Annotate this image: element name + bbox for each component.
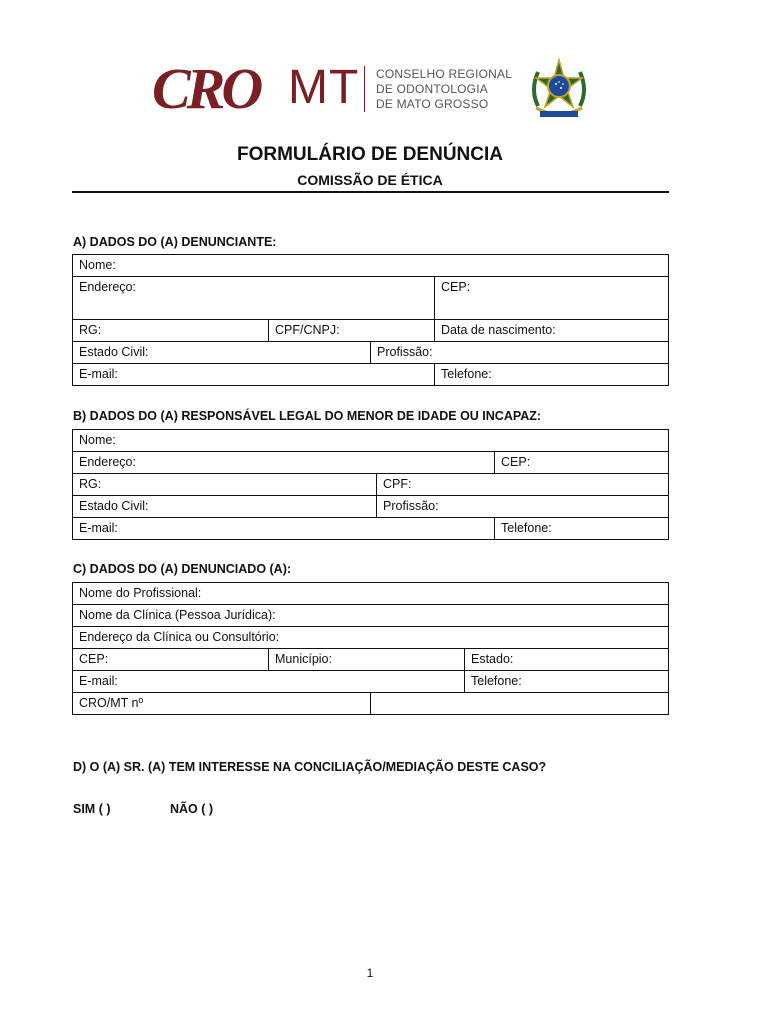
denunciante-telefone-field[interactable]: Telefone:	[435, 364, 669, 386]
table-row	[73, 496, 669, 518]
table-row	[73, 277, 669, 320]
denunciante-cep-field[interactable]: CEP:	[435, 277, 669, 320]
mt-logo-text: MT	[288, 61, 360, 114]
table-row	[73, 605, 669, 627]
title-rule	[72, 191, 669, 193]
logo-divider	[364, 66, 365, 112]
council-name	[376, 67, 512, 112]
page-title: FORMULÁRIO DE DENÚNCIA	[237, 144, 503, 165]
table-row	[73, 671, 669, 693]
denunciado-municipio-field[interactable]: Município:	[269, 649, 465, 671]
table-row	[73, 474, 669, 496]
cro-logo: CRO	[152, 56, 260, 121]
denunciante-email-field[interactable]: E-mail:	[73, 364, 435, 386]
section-a-table	[72, 254, 669, 386]
table-row	[73, 518, 669, 540]
table-row	[73, 693, 669, 715]
denunciado-email-field[interactable]: E-mail:	[73, 671, 465, 693]
table-row	[73, 430, 669, 452]
denunciado-telefone-field[interactable]: Telefone:	[465, 671, 669, 693]
denunciado-nome-profissional-field[interactable]: Nome do Profissional:	[73, 583, 669, 605]
section-c-heading: C) DADOS DO (A) DENUNCIADO (A):	[73, 562, 292, 576]
section-b-heading: B) DADOS DO (A) RESPONSÁVEL LEGAL DO MENOR DE IDADE OU INCAPAZ:	[73, 409, 542, 423]
answer-nao-option[interactable]: NÃO ( )	[170, 802, 214, 816]
denunciado-estado-field[interactable]: Estado:	[465, 649, 669, 671]
page-subtitle: COMISSÃO DE ÉTICA	[297, 172, 443, 188]
responsavel-cpf-field[interactable]: CPF:	[377, 474, 669, 496]
responsavel-cep-field[interactable]: CEP:	[495, 452, 669, 474]
responsavel-nome-field[interactable]: Nome:	[73, 430, 669, 452]
denunciado-endereco-clinica-field[interactable]: Endereço da Clínica ou Consultório:	[73, 627, 669, 649]
section-d-question: D) O (A) SR. (A) TEM INTERESSE NA CONCILIAÇÃO/MEDIAÇÃO DESTE CASO?	[73, 760, 547, 774]
section-a-heading: A) DADOS DO (A) DENUNCIANTE:	[73, 235, 277, 249]
section-c-table	[72, 582, 669, 715]
responsavel-telefone-field[interactable]: Telefone:	[495, 518, 669, 540]
section-b-table	[72, 429, 669, 540]
denunciado-cro-mt-field[interactable]	[371, 693, 669, 715]
denunciante-cpf-cnpj-field[interactable]: CPF/CNPJ:	[269, 320, 435, 342]
answer-sim-option[interactable]: SIM ( )	[73, 802, 111, 816]
table-row	[73, 583, 669, 605]
table-row	[73, 342, 669, 364]
table-row	[73, 255, 669, 277]
responsavel-profissao-field[interactable]: Profissão:	[377, 496, 669, 518]
brazil-coat-of-arms-icon	[526, 56, 592, 122]
seal-globe	[548, 75, 570, 97]
responsavel-estado-civil-field[interactable]: Estado Civil:	[73, 496, 377, 518]
table-row	[73, 627, 669, 649]
denunciado-nome-clinica-field[interactable]: Nome da Clínica (Pessoa Jurídica):	[73, 605, 669, 627]
responsavel-email-field[interactable]: E-mail:	[73, 518, 495, 540]
table-row	[73, 452, 669, 474]
denunciado-cro-mt-label: CRO/MT nº	[73, 693, 371, 715]
page-number: 1	[366, 966, 374, 980]
denunciado-cep-field[interactable]: CEP:	[73, 649, 269, 671]
responsavel-endereco-field[interactable]: Endereço:	[73, 452, 495, 474]
table-row	[73, 364, 669, 386]
table-row	[73, 649, 669, 671]
responsavel-rg-field[interactable]: RG:	[73, 474, 377, 496]
denunciante-nome-field[interactable]: Nome:	[73, 255, 669, 277]
council-line-2: DE ODONTOLOGIA	[376, 82, 488, 96]
denunciante-data-nascimento-field[interactable]: Data de nascimento:	[435, 320, 669, 342]
seal-ribbon	[540, 111, 578, 117]
denunciante-rg-field[interactable]: RG:	[73, 320, 269, 342]
council-line-3: DE MATO GROSSO	[376, 97, 489, 111]
table-row	[73, 320, 669, 342]
denunciante-profissao-field[interactable]: Profissão:	[371, 342, 669, 364]
denunciante-estado-civil-field[interactable]: Estado Civil:	[73, 342, 371, 364]
denunciante-endereco-field[interactable]: Endereço:	[73, 277, 435, 320]
council-line-1: CONSELHO REGIONAL	[376, 67, 513, 81]
